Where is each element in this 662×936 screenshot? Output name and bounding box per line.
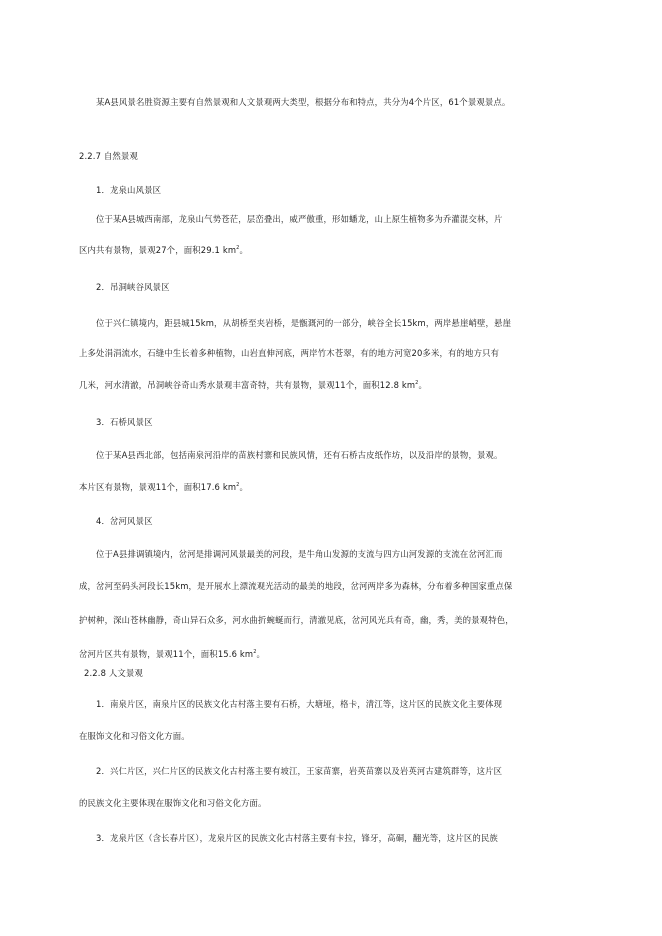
section-heading-cultural-landscape: 2.2.8 人文景观 — [84, 668, 143, 678]
area-1-line-1: 位于某A县城西南部，龙泉山气势苍茫，层峦叠出，威严傲重，形如蟠龙，山上原生植物多为乔灌混交林，片 — [96, 214, 503, 224]
area-4-line-1: 位于A县排调镇境内，岔河是排调河风景最美的河段，是牛角山发源的支流与四方山河发源的支流在岔河汇而 — [96, 549, 503, 559]
area-2-line-1: 位于兴仁镇境内，距县城15km，从胡桥至夹岩桥，是甑溉河的一部分，峡谷全长15km，两岸悬崖峭壁，悬崖 — [96, 318, 512, 328]
area-1-title: 1．龙泉山风景区 — [96, 185, 162, 195]
area-4-line-3: 护树种，深山苍林幽静，奇山异石众多，河水曲折蜿蜒而行，清澈见底，岔河风光兵有奇，幽，秀，美的景观特色， — [79, 615, 514, 625]
area-1-line-2: 区内共有景物，景观27个，面积29.1 $km^2$。 — [79, 245, 249, 255]
area-4-title: 4．岔河风景区 — [96, 516, 153, 526]
superscript: 2 — [236, 482, 240, 488]
superscript: 2 — [253, 649, 257, 655]
area-4-line-4: 岔河片区共有景物，景观11个，面积15.6 $km^2$。 — [79, 649, 266, 659]
area-2-title: 2．吊洞峡谷风景区 — [96, 282, 170, 292]
area-2-line-3: 几米，河水清澈，吊洞峡谷奇山秀水景观丰富奇特，共有景物，景观11个，面积12.8 $km^2$。 — [79, 380, 428, 390]
cultural-1-line-2: 在服饰文化和习俗文化方面。 — [79, 731, 190, 741]
cultural-3-line-1: 3．龙泉片区（含长春片区），龙泉片区的民族文化古村落主要有卡拉，锋牙，高硐，翻光等，这片区的民族 — [96, 833, 498, 843]
cultural-2-line-1: 2．兴仁片区，兴仁片区的民族文化古村落主要有坡江，王家苗寨，岩英苗寨以及岩英河古建筑群等，这片区 — [96, 766, 503, 776]
intro-paragraph: 某A县风景名胜资源主要有自然景观和人文景观两大类型，根据分布和特点，共分为4个片区，61个景观景点。 — [96, 97, 511, 107]
area-3-title: 3．石桥风景区 — [96, 417, 153, 427]
area-3-line-1: 位于某A县西北部，包括南泉河沿岸的苗族村寨和民族风情，还有石桥古皮纸作坊，以及沿岸的景物，景观。 — [96, 450, 503, 460]
area-3-line-2: 本片区有景物，景观11个，面积17.6 $km^2$。 — [79, 482, 249, 492]
superscript: 2 — [415, 380, 419, 386]
area-2-line-2: 上多处涓涓流水，石缝中生长着多种植物，山岩直伸河底，两岸竹木苍翠，有的地方河宽20多米，有的地方只有 — [79, 348, 500, 358]
cultural-1-line-1: 1．南泉片区，南泉片区的民族文化古村落主要有石桥，大塘垭，格卡，清江等，这片区的民族文化主要体现 — [96, 699, 503, 709]
superscript: 2 — [236, 245, 240, 251]
section-heading-natural-landscape: 2.2.7 自然景观 — [79, 151, 138, 161]
cultural-2-line-2: 的民族文化主要体现在服饰文化和习俗文化方面。 — [79, 798, 267, 808]
area-4-line-2: 成，岔河至码头河段长15km，是开展水上漂流观光活动的最美的地段，岔河两岸多为森林，分布着多种国家重点保 — [79, 581, 513, 591]
